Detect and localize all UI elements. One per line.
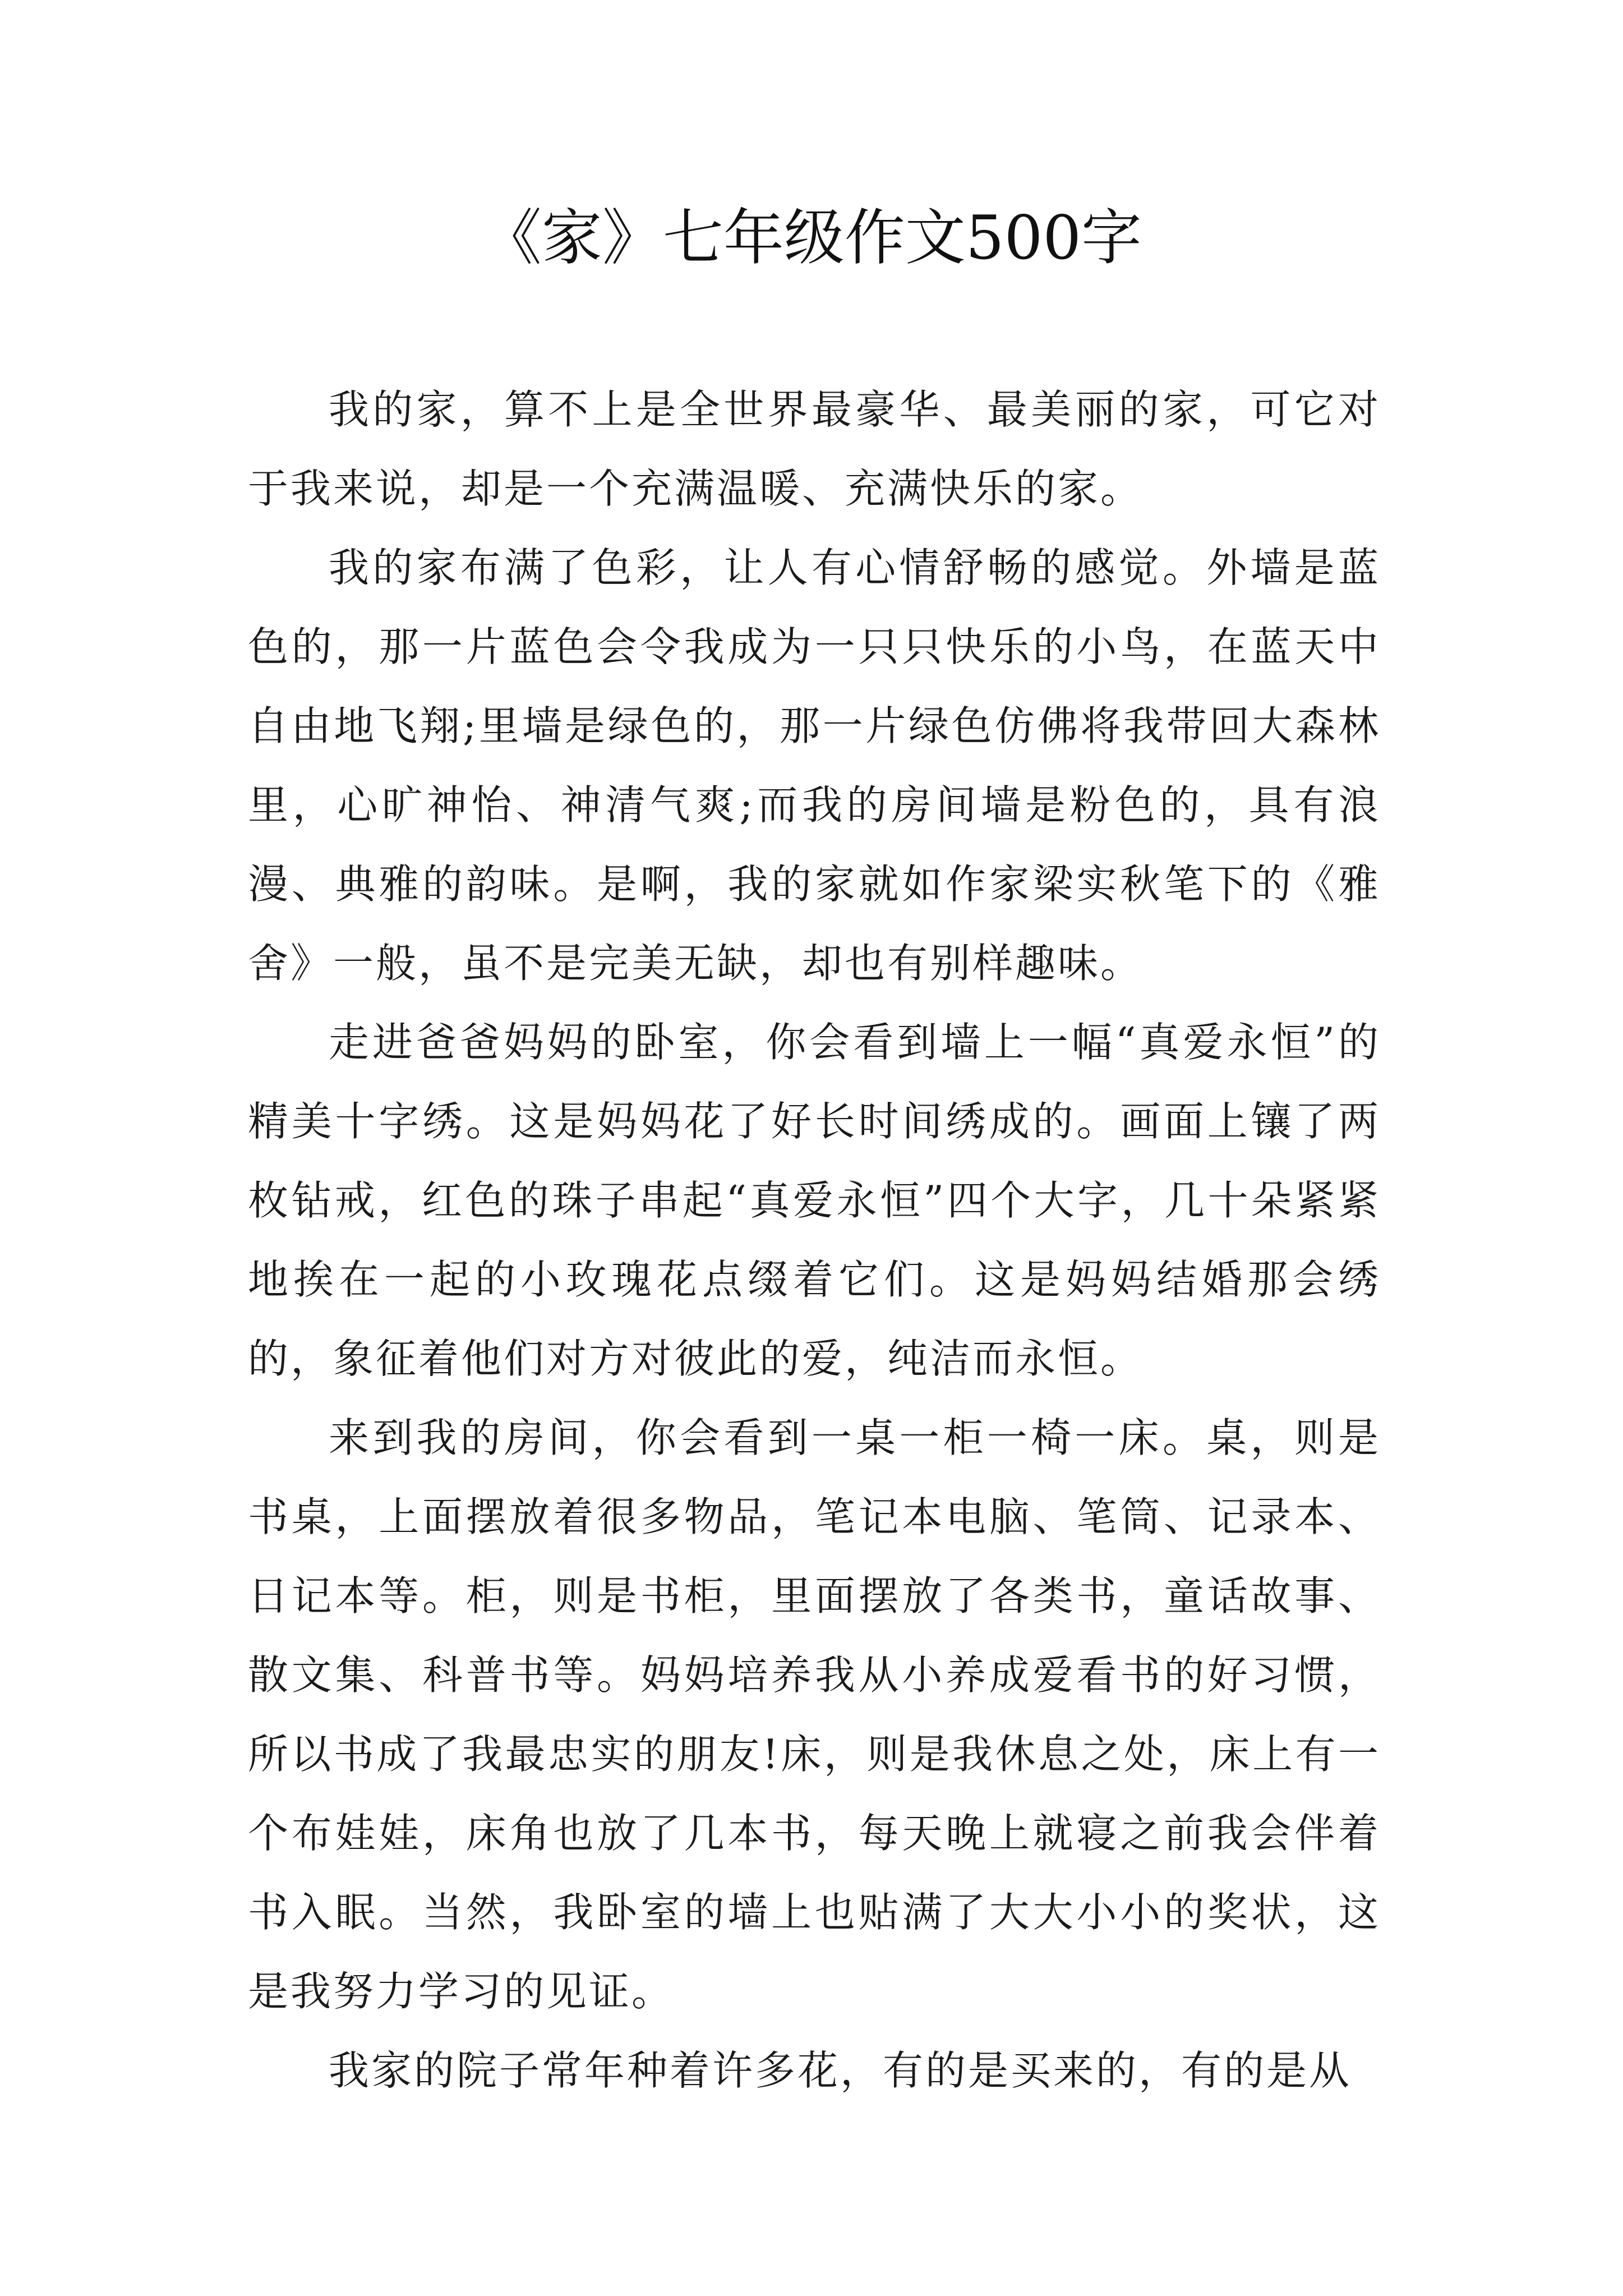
paragraph: 我家的院子常年种着许多花，有的是买来的，有的是从 — [329, 2047, 1352, 2094]
document-title: 《家》七年级作文500字 — [481, 203, 1142, 273]
document-body — [248, 370, 1381, 2110]
paragraph: 来到我的房间，你会看到一桌一柜一椅一床。桌，则是书桌，上面摆放着很多物品，笔记本电脑、笔筒、记录本、日记本等。柜，则是书柜，里面摆放了各类书，童话故事、散文集、科普书等。妈妈培养我从小养成爱看书的好习惯，所以书成了我最忠实的朋友!床，则是我休息之处，床上有一个布娃娃，床角也放了几本书，每天晚上就寝之前我会伴着书入眠。当然，我卧室的墙上也贴满了大大小小的奖状，这是我努力学习的见证。 — [248, 1414, 1381, 2015]
paragraph: 我的家，算不上是全世界最豪华、最美丽的家，可它对于我来说，却是一个充满温暖、充满快乐的家。 — [248, 386, 1381, 512]
paragraph: 我的家布满了色彩，让人有心情舒畅的感觉。外墙是蓝色的，那一片蓝色会令我成为一只只快乐的小鸟，在蓝天中自由地飞翔;里墙是绿色的，那一片绿色仿佛将我带回大森林里，心旷神怡、神清气爽;而我的房间墙是粉色的，具有浪漫、典雅的韵味。是啊，我的家就如作家梁实秋笔下的《雅舍》一般，虽不是完美无缺，却也有别样趣味。 — [248, 544, 1381, 987]
paragraph: 走进爸爸妈妈的卧室，你会看到墙上一幅“真爱永恒”的精美十字绣。这是妈妈花了好长时间绣成的。画面上镶了两枚钻戒，红色的珠子串起“真爱永恒”四个大字，几十朵紧紧地挨在一起的小玫瑰花点缀着它们。这是妈妈结婚那会绣的，象征着他们对方对彼此的爱，纯洁而永恒。 — [248, 1019, 1381, 1382]
